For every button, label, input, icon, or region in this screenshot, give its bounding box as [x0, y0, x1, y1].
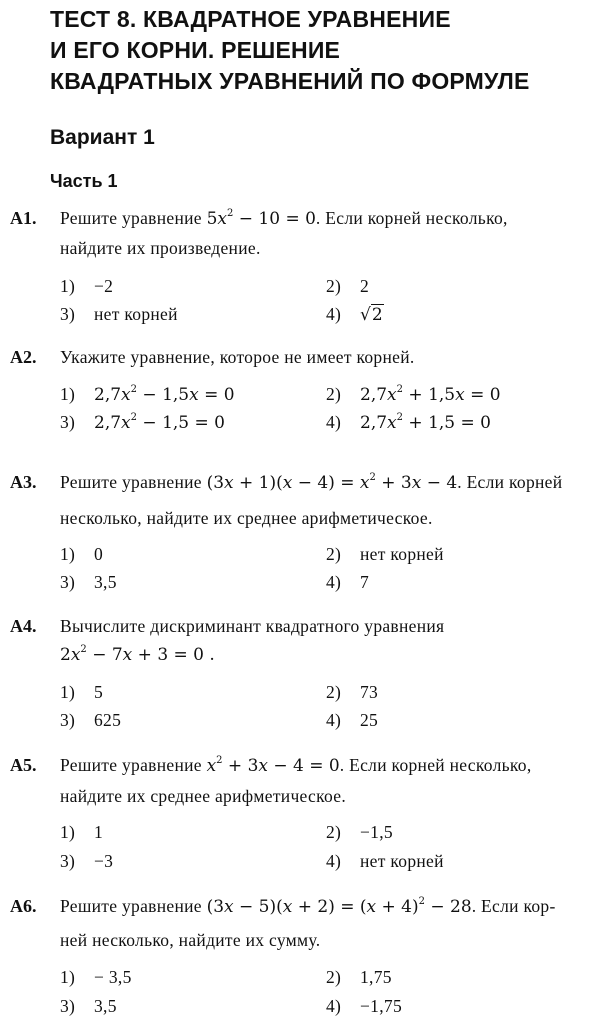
equation: $x^2 + 3x - 4 = 0$ — [206, 755, 340, 776]
question-text-line2: ней несколько, найдите их сумму. — [60, 930, 321, 950]
answer-option[interactable]: 3) 3,5 — [60, 572, 117, 592]
answer-option[interactable]: 2) 1,75 — [326, 967, 392, 987]
answer-option[interactable]: 3) 625 — [60, 710, 122, 730]
answer-option[interactable]: 4) $2,7x^2 + 1,5 = 0$ — [326, 412, 491, 433]
question-text: Решите уравнение $x^2 + 3x - 4 = 0$. Если корней несколько, — [60, 755, 532, 776]
test-title — [50, 4, 600, 97]
equation: $2x^2 - 7x + 3 = 0$ . — [60, 644, 215, 665]
question-text: Укажите уравнение, которое не имеет корней. — [60, 347, 415, 367]
variant-heading: Вариант 1 — [50, 126, 155, 149]
title-line: ТЕСТ 8. КВАДРАТНОЕ УРАВНЕНИЕ — [50, 6, 451, 32]
part-heading: Часть 1 — [50, 171, 118, 191]
equation: $(3x + 1)(x - 4) = x^2 + 3x - 4$ — [206, 472, 458, 493]
answer-option[interactable]: 1) $2,7x^2 - 1,5x = 0$ — [60, 384, 235, 405]
answer-option[interactable]: 2) нет корней — [326, 544, 444, 564]
question-text: Решите уравнение $(3x - 5)(x + 2) = (x + 4)^2 - 28$. Если кор- — [60, 896, 556, 917]
question-number: A5. — [10, 755, 37, 775]
question-number: A6. — [10, 896, 37, 916]
equation: $(3x - 5)(x + 2) = (x + 4)^2 - 28$ — [206, 896, 472, 917]
answer-option[interactable]: 2) $2,7x^2 + 1,5x = 0$ — [326, 384, 501, 405]
answer-option[interactable]: 3) −3 — [60, 851, 114, 871]
answer-option[interactable]: 2) 73 — [326, 682, 379, 702]
answer-option[interactable]: 4) нет корней — [326, 851, 444, 871]
question-number: A1. — [10, 208, 37, 228]
question-text: Вычислите дискриминант квадратного уравнения — [60, 616, 445, 636]
equation: $5x^2 - 10 = 0$ — [206, 208, 316, 229]
answer-option[interactable]: 1) −2 — [60, 276, 114, 296]
answer-option[interactable]: 3) нет корней — [60, 304, 178, 324]
answer-option[interactable]: 2) 2 — [326, 276, 370, 296]
answer-option[interactable]: 4) −1,75 — [326, 996, 402, 1016]
question-number: A4. — [10, 616, 37, 636]
question-number: A3. — [10, 472, 37, 492]
answer-option[interactable]: 4) 7 — [326, 572, 370, 592]
answer-option[interactable]: 1) − 3,5 — [60, 967, 132, 987]
question-text: Решите уравнение $5x^2 - 10 = 0$. Если корней несколько, — [60, 208, 508, 229]
answer-option[interactable]: 1) 1 — [60, 822, 104, 842]
sqrt-symbol: √2 — [360, 305, 383, 325]
question-number: A2. — [10, 347, 37, 367]
answer-option[interactable]: 1) 0 — [60, 544, 104, 564]
answer-option[interactable]: 3) $2,7x^2 - 1,5 = 0$ — [60, 412, 225, 433]
title-line: И ЕГО КОРНИ. РЕШЕНИЕ — [50, 37, 341, 63]
answer-option[interactable]: 4) 25 — [326, 710, 379, 730]
question-text-line2: найдите их произведение. — [60, 238, 261, 258]
answer-option[interactable]: 1) 5 — [60, 682, 104, 702]
answer-option[interactable]: 3) 3,5 — [60, 996, 117, 1016]
answer-option[interactable]: 2) −1,5 — [326, 822, 393, 842]
title-line: КВАДРАТНЫХ УРАВНЕНИЙ ПО ФОРМУЛЕ — [50, 68, 530, 94]
question-text-line2: несколько, найдите их среднее арифметическое. — [60, 508, 433, 528]
question-text: Решите уравнение $(3x + 1)(x - 4) = x^2 + 3x - 4$. Если корней — [60, 472, 563, 493]
answer-option[interactable]: 4) √2 — [326, 304, 383, 325]
question-text-line2: найдите их среднее арифметическое. — [60, 786, 347, 806]
